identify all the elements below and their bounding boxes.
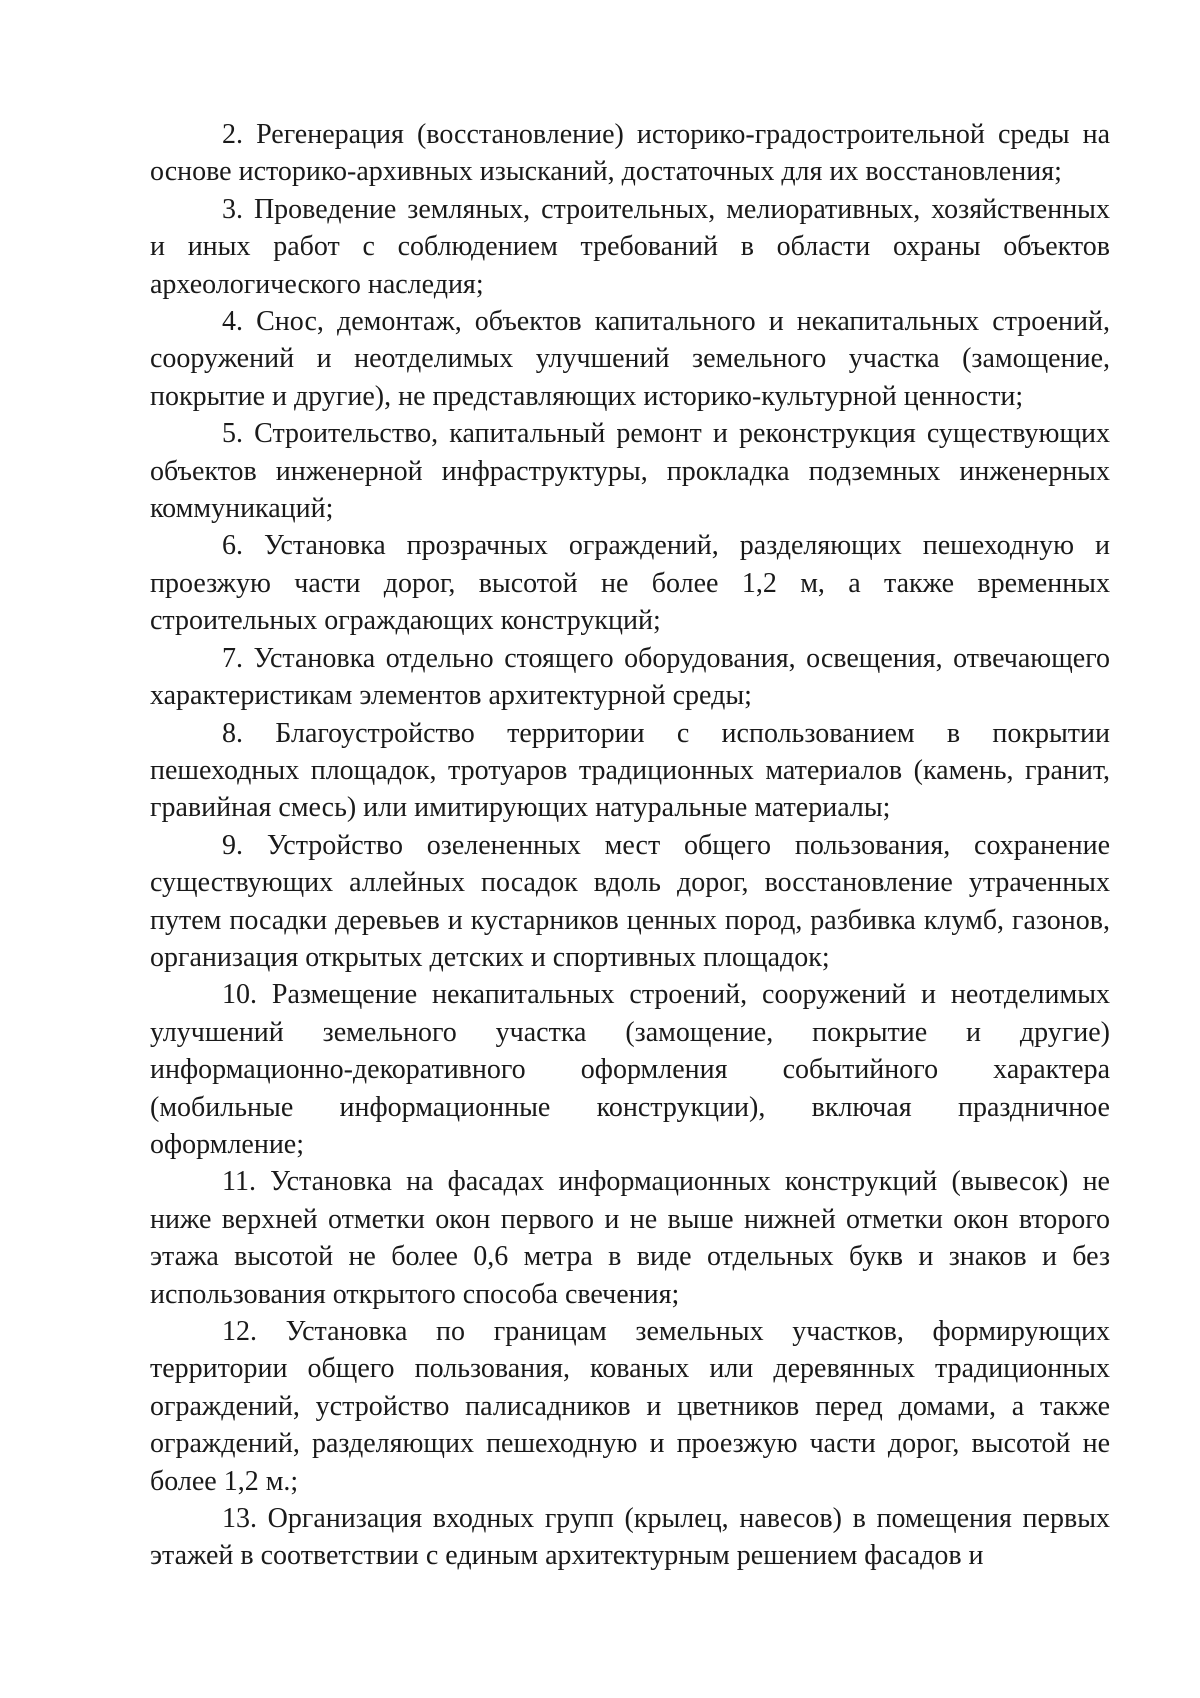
paragraph-item-2: 2. Регенерация (восстановление) историко-градостроительной среды на основе историко-архивных изысканий, достаточных для их восстановления; <box>150 119 1110 188</box>
paragraph-item-4: 4. Снос, демонтаж, объектов капитального и некапитальных строений, сооружений и неотделимых улучшений земельного участка (замощение, покрытие и другие), не представляющих историко-культурной ценности; <box>150 306 1110 412</box>
paragraph-item-7: 7. Установка отдельно стоящего оборудования, освещения, отвечающего характеристикам элементов архитектурной среды; <box>150 642 1110 712</box>
paragraph-item-5: 5. Строительство, капитальный ремонт и реконструкция существующих объектов инженерной инфраструктуры, прокладка подземных инженерных коммуникаций; <box>150 418 1110 525</box>
paragraph-item-13: 13. Организация входных групп (крылец, навесов) в помещения первых этажей в соответствии с единым архитектурным решением фасадов и <box>150 1503 1110 1572</box>
paragraph-item-3: 3. Проведение земляных, строительных, мелиоративных, хозяйственных и иных работ с соблюдением требований в области охраны объектов археологического наследия; <box>150 193 1110 300</box>
paragraph-item-6: 6. Установка прозрачных ограждений, разделяющих пешеходную и проезжую части дорог, высотой не более 1,2 м, а также временных строительных ограждающих конструкций; <box>150 530 1110 637</box>
paragraph-item-8: 8. Благоустройство территории с использованием в покрытии пешеходных площадок, тротуаров традиционных материалов (камень, гранит, гравийная смесь) или имитирующих натуральные материалы; <box>150 717 1110 824</box>
paragraph-item-9: 9. Устройство озелененных мест общего пользования, сохранение существующих аллейных посадок вдоль дорог, восстановление утраченных путем посадки деревьев и кустарников ценных пород, разбивка клумб, газонов, организация открытых детских и спортивных площадок; <box>150 829 1110 973</box>
paragraph-item-10: 10. Размещение некапитальных строений, сооружений и неотделимых улучшений земельного участка (замощение, покрытие и другие) информационно-декоративного оформления событийного характера (мобильные информационные конструкции), включая праздничное оформление; <box>150 979 1110 1160</box>
paragraph-item-12: 12. Установка по границам земельных участков, формирующих территории общего пользования, кованых или деревянных традиционных ограждений, устройство палисадников и цветников перед домами, а также ограждений, разделяющих пешеходную и проезжую части дорог, высотой не более 1,2 м.; <box>150 1316 1110 1497</box>
paragraph-item-11: 11. Установка на фасадах информационных конструкций (вывесок) не ниже верхней отметки окон первого и не выше нижней отметки окон второго этажа высотой не более 0,6 метра в виде отдельных букв и знаков и без использования открытого способа свечения; <box>150 1166 1110 1310</box>
document-body <box>150 116 1110 1575</box>
